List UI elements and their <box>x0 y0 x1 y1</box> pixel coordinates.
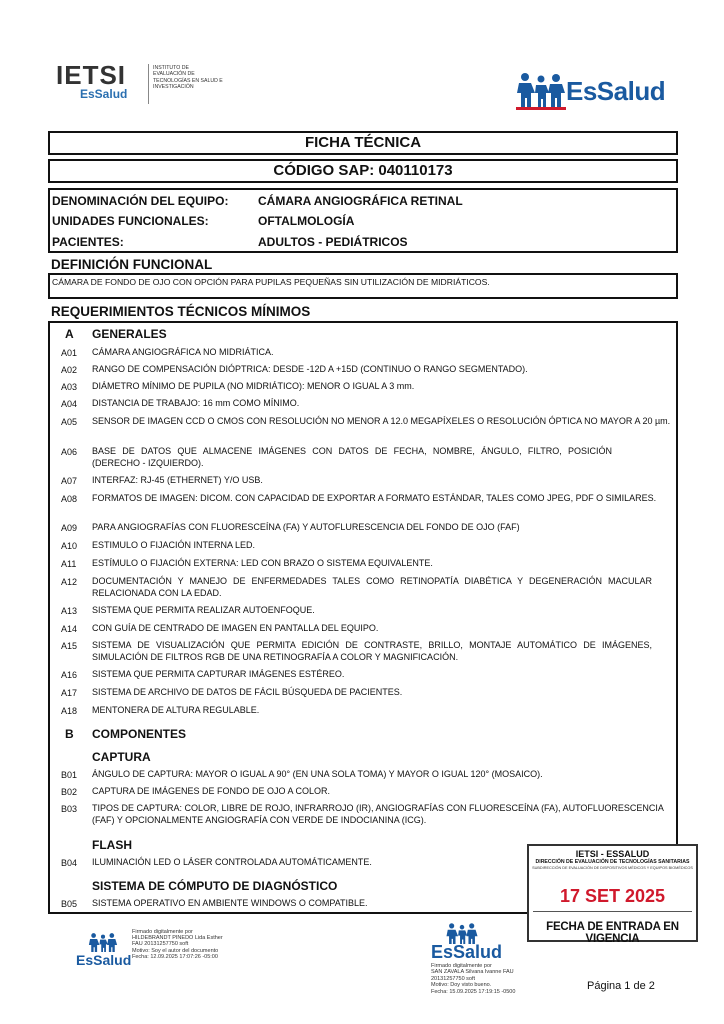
stamp-org: IETSI - ESSALUD <box>575 849 650 859</box>
item-text: DISTANCIA DE TRABAJO: 16 mm COMO MÍNIMO. <box>92 398 300 408</box>
item-code: A18 <box>61 706 78 716</box>
essalud-family-icon <box>88 932 118 952</box>
signature-line: Fecha: 15.09.2025 17:19:15 -0500 <box>431 988 516 995</box>
info-label-pacientes: PACIENTES: <box>52 235 124 249</box>
info-value-pacientes: ADULTOS - PEDIÁTRICOS <box>258 235 408 249</box>
info-label-denominacion: DENOMINACIÓN DEL EQUIPO: <box>52 194 229 208</box>
signature-line: Firmado digitalmente por <box>431 963 492 969</box>
item-code: A07 <box>61 476 78 486</box>
item-code: A14 <box>61 624 78 634</box>
ietsi-logo <box>56 60 223 106</box>
stamp-subdirection: SUBDIRECCIÓN DE EVALUACIÓN DE DISPOSITIVOS MÉDICOS Y EQUIPOS BIOMÉDICOS <box>532 866 693 870</box>
item-code: B03 <box>61 804 78 814</box>
item-text: ILUMINACIÓN LED O LÁSER CONTROLADA AUTOMÁTICAMENTE. <box>92 857 372 867</box>
requerimientos-box <box>48 321 678 914</box>
essalud-family-icon <box>444 922 480 944</box>
item-code: A02 <box>61 365 78 375</box>
item-text: PARA ANGIOGRAFÍAS CON FLUORESCEÍNA (FA) Y AUTOFLURESCENCIA DEL FONDO DE OJO (FAF) <box>92 522 520 532</box>
equipment-info-box <box>48 188 678 253</box>
item-code: A08 <box>61 494 78 504</box>
item-code: A03 <box>61 382 78 392</box>
item-code: B01 <box>61 770 78 780</box>
item-code: A11 <box>61 559 77 569</box>
item-code: A09 <box>61 523 78 533</box>
signature-line: SAN ZAVALA Silvana Ivanne FAU <box>431 969 514 976</box>
stamp-direction: DIRECCIÓN DE EVALUACIÓN DE TECNOLOGÍAS SANITARIAS <box>535 859 690 865</box>
subsection-captura: CAPTURA <box>92 750 151 764</box>
item-text: CON GUÍA DE CENTRADO DE IMAGEN EN PANTALLA DEL EQUIPO. <box>92 623 379 633</box>
item-text: SISTEMA QUE PERMITA REALIZAR AUTOENFOQUE. <box>92 605 315 615</box>
item-text: SISTEMA OPERATIVO EN AMBIENTE WINDOWS O COMPATIBLE. <box>92 898 368 908</box>
item-text: MENTONERA DE ALTURA REGULABLE. <box>92 705 260 715</box>
footer-logo-center-text: EsSalud <box>431 942 503 962</box>
validity-stamp <box>527 844 698 945</box>
page-number: Página 1 de 2 <box>587 980 655 992</box>
item-text: RANGO DE COMPENSACIÓN DIÓPTRICA: DESDE -12D A +15D (CONTINUO O RANGO SEGMENTADO). <box>92 364 528 374</box>
essalud-logo <box>516 70 676 110</box>
item-text: DIÁMETRO MÍNIMO DE PUPILA (NO MIDRIÁTICO): MENOR O IGUAL A 3 mm. <box>92 381 415 391</box>
item-text: SENSOR DE IMAGEN CCD O CMOS CON RESOLUCIÓN NO MENOR A 12.0 MEGAPÍXELES O RESOLUCIÓN ÓPTICA NO MAYOR A 20 µm. <box>92 416 671 426</box>
item-text: ESTÍMULO O FIJACIÓN EXTERNA: LED CON BRAZO O SISTEMA EQUIVALENTE. <box>92 558 433 568</box>
subsection-computo: SISTEMA DE CÓMPUTO DE DIAGNÓSTICO <box>92 879 338 893</box>
item-text: DOCUMENTACIÓN Y MANEJO DE ENFERMEDADES TALES COMO RETINOPATÍA DIABÉTICA Y DEGENERACIÓN MACULAR RELACIONADA CON LA EDAD. <box>92 576 652 598</box>
subsection-flash: FLASH <box>92 838 132 852</box>
item-text: SISTEMA DE ARCHIVO DE DATOS DE FÁCIL BÚSQUEDA DE PACIENTES. <box>92 687 403 697</box>
item-text: TIPOS DE CAPTURA: COLOR, LIBRE DE ROJO, INFRARROJO (IR), ANGIOGRAFÍAS CON FLUORESCEÍNA (FA), AUTOFLUORESCENCIA (FAF) Y OPCIONALMENTE ANGIOGRAFÍA CON VERDE DE INDOCIANINA (ICG). <box>92 803 664 825</box>
item-code: A06 <box>61 447 78 457</box>
info-value-unidades: OFTALMOLOGÍA <box>258 214 355 228</box>
section-letter-b: B <box>65 727 74 741</box>
item-text: CAPTURA DE IMÁGENES DE FONDO DE OJO A COLOR. <box>92 786 331 796</box>
item-text: INTERFAZ: RJ-45 (ETHERNET) Y/O USB. <box>92 475 263 485</box>
stamp-date: 17 SET 2025 <box>559 886 666 906</box>
stamp-divider <box>533 911 692 912</box>
signature-line: Motivo: Soy el autor del documento <box>132 947 219 954</box>
requerimientos-heading: REQUERIMIENTOS TÉCNICOS MÍNIMOS <box>51 304 311 319</box>
item-text: SISTEMA DE VISUALIZACIÓN QUE PERMITA EDICIÓN DE CONTRASTE, BRILLO, MONTAJE AUTOMÁTICO DE IMÁGENES, SIMULACIÓN DE FILTROS RGB DE UNA RETINOGRAFÍA A COLOR Y MAGNIFICACIÓN. <box>92 640 652 662</box>
essalud-family-icon <box>516 70 566 110</box>
item-code: B05 <box>61 899 78 909</box>
signature-line: 20131257750 soft <box>431 975 476 982</box>
item-code: A16 <box>61 670 78 680</box>
section-letter-a: A <box>65 327 74 341</box>
footer-logo-left <box>76 932 132 972</box>
sap-code: CÓDIGO SAP: 040110173 <box>48 159 678 183</box>
ietsi-logo-divider <box>148 64 149 104</box>
item-text: ESTIMULO O FIJACIÓN INTERNA LED. <box>92 540 256 550</box>
item-code: A13 <box>61 606 78 616</box>
ietsi-logo-sub: EsSalud <box>80 87 128 101</box>
ietsi-logo-main: IETSI <box>56 60 127 90</box>
item-text: FORMATOS DE IMAGEN: DICOM. CON CAPACIDAD DE EXPORTAR A FORMATO ESTÁNDAR, TALES COMO JPEG, PDF O SIMILARES. <box>92 493 657 503</box>
item-text: SISTEMA QUE PERMITA CAPTURAR IMÁGENES ESTÉREO. <box>92 669 345 679</box>
section-title-componentes: COMPONENTES <box>92 727 187 741</box>
stamp-footer: FECHA DE ENTRADA EN VIGENCIA <box>546 921 679 945</box>
item-code: A04 <box>61 399 78 409</box>
digital-signature-1 <box>132 929 223 960</box>
item-code: A12 <box>61 577 78 587</box>
signature-line: HILDEBRANDT PINEDO Lida Esther <box>132 935 223 942</box>
item-text: ÁNGULO DE CAPTURA: MAYOR O IGUAL A 90° (EN UNA SOLA TOMA) Y MAYOR O IGUAL 120° (MOSAICO). <box>92 769 543 779</box>
info-value-denominacion: CÁMARA ANGIOGRÁFICA RETINAL <box>258 194 463 208</box>
info-label-unidades: UNIDADES FUNCIONALES: <box>52 214 209 228</box>
item-text: BASE DE DATOS QUE ALMACENE IMÁGENES CON DATOS DE FECHA, NOMBRE, ÁNGULO, FILTRO, POSICIÓN (DERECHO - IZQUIERDO). <box>92 446 612 468</box>
signature-line: Firmado digitalmente por <box>132 929 193 935</box>
item-code: B02 <box>61 787 78 797</box>
essalud-logo-text: EsSalud <box>566 76 666 106</box>
definicion-text: CÁMARA DE FONDO DE OJO CON OPCIÓN PARA PUPILAS PEQUEÑAS SIN UTILIZACIÓN DE MIDRIÁTICOS. <box>48 273 678 299</box>
item-code: A01 <box>61 348 78 358</box>
signature-line: Fecha: 12.09.2025 17:07:26 -05:00 <box>132 953 218 960</box>
footer-logo-left-text: EsSalud <box>76 952 132 968</box>
signature-line: FAU 20131257750 soft <box>132 941 189 948</box>
item-code: A10 <box>61 541 78 551</box>
item-code: A15 <box>61 641 78 651</box>
signature-line: Motivo: Doy visto bueno. <box>431 982 492 989</box>
item-code: B04 <box>61 858 78 868</box>
footer-logo-center <box>428 922 508 964</box>
definicion-heading: DEFINICIÓN FUNCIONAL <box>51 257 213 272</box>
item-code: A17 <box>61 688 78 698</box>
item-text: CÁMARA ANGIOGRÁFICA NO MIDRIÁTICA. <box>92 347 274 357</box>
ietsi-logo-desc: INSTITUTO DE EVALUACIÓN DE TECNOLOGÍAS EN SALUD E INVESTIGACIÓN <box>153 65 223 90</box>
digital-signature-2 <box>431 963 515 995</box>
section-title-generales: GENERALES <box>92 327 167 341</box>
document-title: FICHA TÉCNICA <box>48 131 678 155</box>
item-code: A05 <box>61 417 78 427</box>
